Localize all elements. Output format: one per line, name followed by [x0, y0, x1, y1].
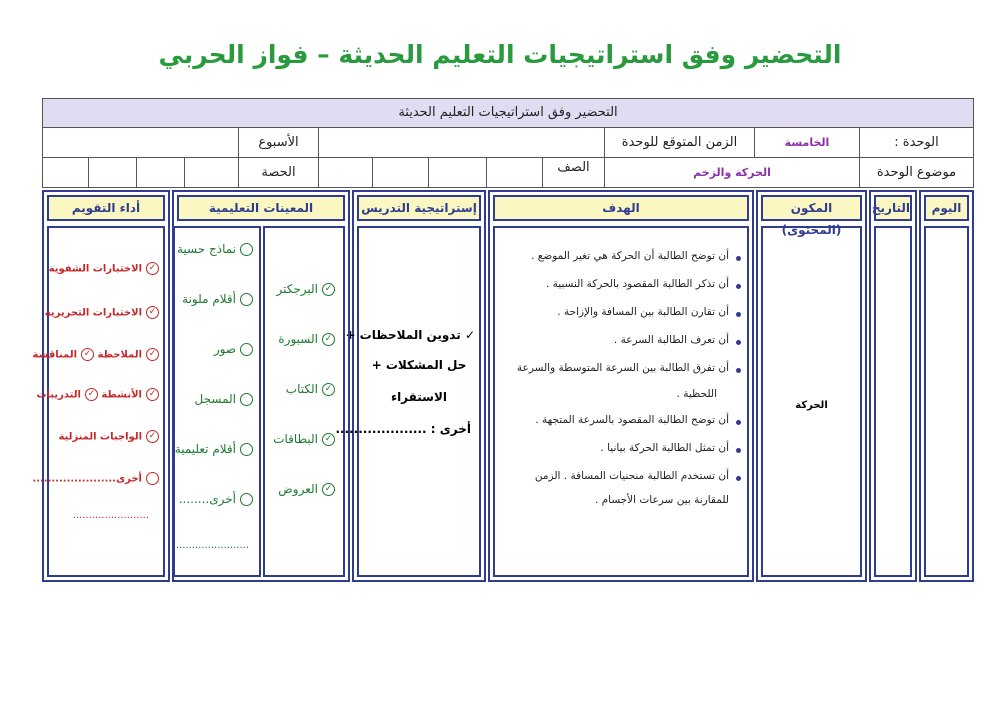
class-cell-3[interactable] [372, 158, 428, 187]
unit-label: الوحدة : [859, 128, 973, 157]
bullet-icon [736, 284, 741, 289]
assessment-header: أداء التقويم [47, 195, 165, 221]
assess-other-dots: ........................ [72, 510, 149, 521]
empty-circle-icon [146, 472, 159, 485]
strategy-problem-solving: حل المشكلات + [371, 358, 467, 372]
week-label: الأسبوع [238, 128, 318, 157]
assessment-column [32, 190, 170, 582]
check-circle-icon: ✓ [146, 430, 159, 443]
date-cell[interactable] [874, 226, 912, 577]
header-row-2 [43, 158, 973, 187]
day-cell[interactable] [924, 226, 969, 577]
bullet-icon [736, 476, 741, 481]
empty-circle-icon [240, 443, 253, 456]
topic-value: الحركة والزخم [604, 158, 859, 187]
strategy-other-dots: .................... [335, 422, 427, 436]
class-label: الصف [542, 158, 604, 187]
strategy-column [335, 190, 486, 582]
page-title: التحضير وفق استراتيجيات التعليم الحديثة – فواز الحربي [158, 40, 842, 69]
check-circle-icon: ✓ [322, 433, 335, 446]
objective-8-cont: للمقارنة بين سرعات الأجسام . [594, 494, 729, 506]
assessment-cell [32, 226, 165, 577]
aid-recorder[interactable]: المسجل [195, 392, 253, 406]
assess-other[interactable]: أخرى...................... [32, 472, 159, 485]
strategy-note-taking: تدوين الملاحظات + [345, 328, 461, 342]
assess-oral[interactable]: ✓الاختبارات الشفوية [49, 262, 159, 275]
time-label: الزمن المتوقع للوحدة [604, 128, 754, 157]
empty-circle-icon [240, 493, 253, 506]
aids-header: المعينات التعليمية [177, 195, 345, 221]
aid-models[interactable]: نماذج حسية [177, 242, 253, 256]
aid-edu-pens[interactable]: أقلام تعليمية [175, 442, 253, 456]
objective-3: أن تقارن الطالبة بين المسافة والإزاحة . [557, 306, 729, 318]
class-cell-1[interactable] [486, 158, 542, 187]
week-value-cell[interactable] [41, 128, 238, 157]
objective-8: أن تستخدم الطالبة منحنيات المسافة . الزمن [534, 470, 729, 482]
period-label: الحصة [238, 158, 318, 187]
time-value-cell[interactable] [318, 128, 604, 157]
period-cell-4[interactable] [41, 158, 88, 187]
objective-header: الهدف [493, 195, 749, 221]
strategy-cell [335, 226, 481, 577]
date-header: التاريخ [874, 195, 912, 221]
header-table [42, 98, 974, 188]
check-circle-icon: ✓ [146, 388, 159, 401]
lesson-grid [32, 190, 974, 582]
check-circle-icon: ✓ [146, 348, 159, 361]
check-circle-icon: ✓ [85, 388, 98, 401]
aid-colored-pens[interactable]: أقلام ملونة [182, 292, 253, 306]
aid-cards[interactable]: ✓البطاقات [273, 432, 335, 446]
assess-activities[interactable]: ✓الأنشطة ✓التدريبات [36, 388, 159, 401]
strategy-induction: الاستقراء [390, 390, 448, 404]
check-circle-icon: ✓ [322, 383, 335, 396]
strategy-header: إستراتيجية التدريس [357, 195, 481, 221]
assess-observation[interactable]: ✓الملاحظة ✓المناقشة [33, 348, 160, 361]
check-circle-icon: ✓ [322, 283, 335, 296]
objective-5: أن تفرق الطالبة بين السرعة المتوسطة والسرعة [516, 362, 729, 374]
assess-written[interactable]: ✓الاختبارات التحريرية [45, 306, 159, 319]
check-circle-icon: ✓ [322, 483, 335, 496]
bullet-icon [736, 420, 741, 425]
strategy-line-1 [345, 328, 475, 342]
empty-circle-icon [240, 243, 253, 256]
aid-pictures[interactable]: صور [214, 342, 253, 356]
objective-4: أن تعرف الطالبة السرعة . [613, 334, 729, 346]
aids-left-cell [173, 226, 261, 577]
aid-other[interactable]: أخرى........ [179, 492, 253, 506]
objective-7: أن تمثل الطالبة الحركة بيانيا . [600, 442, 729, 454]
class-cell-4[interactable] [318, 158, 372, 187]
objective-5-cont: اللحظية . [676, 388, 717, 400]
bullet-icon [736, 256, 741, 261]
check-circle-icon: ✓ [146, 262, 159, 275]
objective-6: أن توضح الطالبة المقصود بالسرعة المتجهة . [535, 414, 729, 426]
day-column [919, 190, 974, 582]
bullet-icon [736, 312, 741, 317]
bullet-icon [736, 340, 741, 345]
period-cell-3[interactable] [88, 158, 136, 187]
bullet-icon [736, 448, 741, 453]
period-cell-2[interactable] [136, 158, 184, 187]
check-circle-icon: ✓ [81, 348, 94, 361]
empty-circle-icon [240, 393, 253, 406]
header-row-1 [43, 128, 973, 158]
objectives-cell [493, 226, 749, 577]
topic-label: موضوع الوحدة [859, 158, 973, 187]
unit-value: الخامسة [754, 128, 859, 157]
content-header: المكون (المحتوى) [761, 195, 862, 221]
class-cell-2[interactable] [428, 158, 486, 187]
objective-column [488, 190, 754, 582]
aid-book[interactable]: ✓الكتاب [286, 382, 335, 396]
content-column [756, 190, 867, 582]
content-cell [761, 226, 862, 577]
assess-homework[interactable]: ✓الواجبات المنزلية [58, 430, 159, 443]
content-value: الحركة [795, 400, 828, 411]
check-circle-icon: ✓ [146, 306, 159, 319]
aid-presentations[interactable]: ✓العروض [278, 482, 335, 496]
empty-circle-icon [240, 343, 253, 356]
check-icon: ✓ [464, 328, 475, 342]
header-banner: التحضير وفق استراتيجيات التعليم الحديثة [43, 99, 973, 128]
objective-1: أن توضح الطالبة أن الحركة هي تغير الموضع . [531, 250, 729, 262]
objective-2: أن تذكر الطالبة المقصود بالحركة النسبية . [546, 278, 729, 290]
strategy-other-label: أخرى : [430, 422, 471, 436]
aid-other-dots: ........................ [172, 540, 249, 551]
aid-board[interactable]: ✓السبورة [278, 332, 335, 346]
aids-column [172, 190, 350, 582]
aids-right-cell [263, 226, 345, 577]
strategy-other[interactable] [335, 422, 471, 436]
check-circle-icon: ✓ [322, 333, 335, 346]
aid-projector[interactable]: ✓البرجكتر [276, 282, 335, 296]
day-header: اليوم [924, 195, 969, 221]
empty-circle-icon [240, 293, 253, 306]
date-column [869, 190, 917, 582]
bullet-icon [736, 368, 741, 373]
period-cell-1[interactable] [184, 158, 238, 187]
